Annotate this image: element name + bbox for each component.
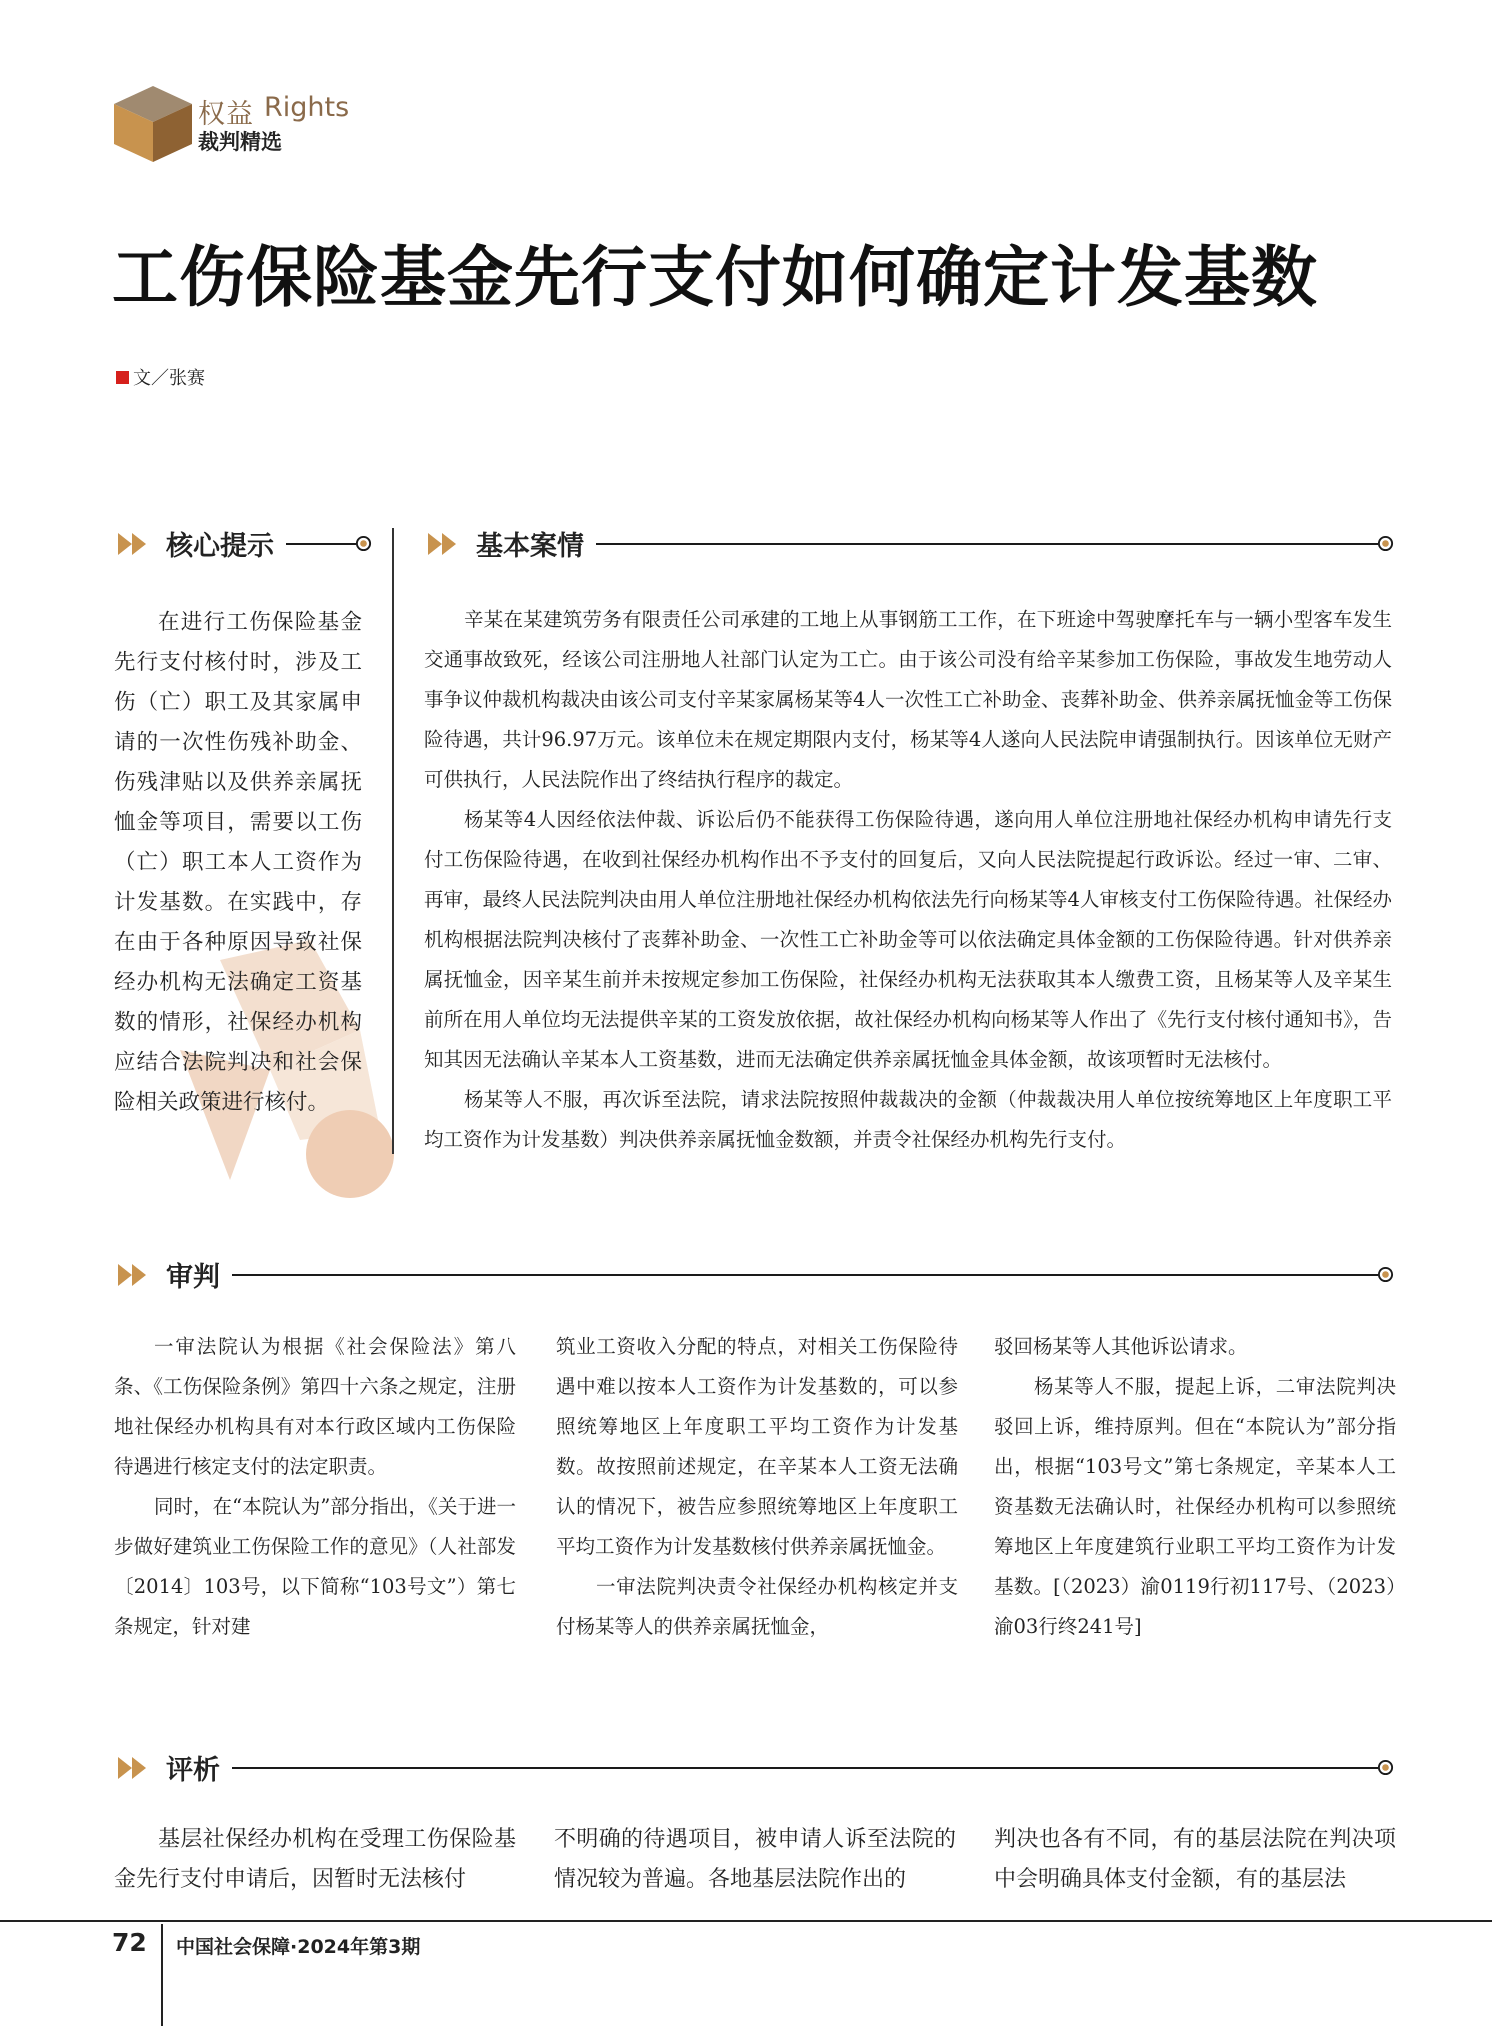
section-rule (232, 1274, 1378, 1276)
ring-dot-icon (1377, 1759, 1394, 1776)
column-divider (392, 528, 394, 1154)
judgment-paragraph: 筑业工资收入分配的特点，对相关工伤保险待遇中难以按本人工资作为计发基数的，可以参照统筹地区上年度职工平均工资作为计发基数。故按照前述规定，在辛某本人工资无法确认的情况下，被告应参照统筹地区上年度职工平均工资作为计发基数核付供养亲属抚恤金。 (556, 1335, 958, 1558)
double-arrow-icon (116, 529, 158, 559)
analysis-paragraph: 基层社保经办机构在受理工伤保险基金先行支付申请后，因暂时无法核付 (114, 1826, 516, 1891)
section-title-core-tip: 核心提示 (166, 531, 274, 562)
ring-dot-icon (1377, 1266, 1394, 1283)
analysis-column-2 (554, 1819, 956, 1899)
section-title-analysis: 评析 (166, 1755, 220, 1786)
journal-name: 中国社会保障·2024年第3期 (176, 1936, 421, 1958)
analysis-column-3 (994, 1819, 1396, 1899)
double-arrow-icon (116, 1260, 158, 1290)
judgment-column-1 (114, 1327, 516, 1647)
page-number: 72 (112, 1928, 147, 1957)
double-arrow-icon (116, 1753, 158, 1783)
analysis-paragraph: 判决也各有不同，有的基层法院在判决项中会明确具体支付金额，有的基层法 (994, 1826, 1396, 1891)
byline-text: 文／张赛 (133, 368, 205, 389)
judgment-paragraph: 同时，在“本院认为”部分指出，《关于进一步做好建筑业工伤保险工作的意见》（人社部发〔2014〕103号，以下简称“103号文”）第七条规定，针对建 (114, 1495, 516, 1638)
double-arrow-icon (426, 529, 468, 559)
section-rule (596, 543, 1378, 545)
section-rule (286, 543, 356, 545)
ring-dot-icon (1377, 535, 1394, 552)
analysis-paragraph: 不明确的待遇项目，被申请人诉至法院的情况较为普遍。各地基层法院作出的 (554, 1826, 956, 1891)
red-square-bullet-icon (116, 371, 129, 384)
column-name-cn: 权益 (198, 99, 254, 130)
section-head-judgment (116, 1255, 1394, 1294)
column-name-en: Rights (264, 92, 350, 123)
judgment-paragraph: 驳回杨某等人其他诉讼请求。 (994, 1335, 1248, 1358)
case-paragraph: 辛某在某建筑劳务有限责任公司承建的工地上从事钢筋工工作，在下班途中驾驶摩托车与一辆小型客车发生交通事故致死，经该公司注册地人社部门认定为工亡。由于该公司没有给辛某参加工伤保险，事故发生地劳动人事争议仲裁机构裁决由该公司支付辛某家属杨某等4人一次性工亡补助金、丧葬补助金、供养亲属抚恤金等工伤保险待遇，共计96.97万元。该单位未在规定期限内支付，杨某等4人遂向人民法院申请强制执行。因该单位无财产可供执行，人民法院作出了终结执行程序的裁定。 (424, 608, 1392, 791)
box-logo-icon (112, 84, 194, 164)
case-paragraph: 杨某等人不服，再次诉至法院，请求法院按照仲裁裁决的金额（仲裁裁决用人单位按统筹地区上年度职工平均工资作为计发基数）判决供养亲属抚恤金数额，并责令社保经办机构先行支付。 (424, 1088, 1392, 1151)
ring-dot-icon (355, 535, 372, 552)
section-title-basic-case: 基本案情 (476, 531, 584, 562)
judgment-paragraph: 杨某等人不服，提起上诉，二审法院判决驳回上诉，维持原判。但在“本院认为”部分指出，根据“103号文”第七条规定，辛某本人工资基数无法确认时，社保经办机构可以参照统筹地区上年度建筑行业职工平均工资作为计发基数。[（2023）渝0119行初117号、（2023）渝03行终241号] (994, 1375, 1396, 1638)
byline (116, 364, 205, 390)
analysis-column-1 (114, 1819, 516, 1899)
section-title-judgment: 审判 (166, 1262, 220, 1293)
section-head-basic-case (426, 524, 1394, 563)
basic-case-body (424, 600, 1392, 1160)
column-subtitle: 裁判精选 (198, 130, 282, 154)
case-paragraph: 杨某等4人因经依法仲裁、诉讼后仍不能获得工伤保险待遇，遂向用人单位注册地社保经办机构申请先行支付工伤保险待遇，在收到社保经办机构作出不予支付的回复后，又向人民法院提起行政诉讼。经过一审、二审、再审，最终人民法院判决由用人单位注册地社保经办机构依法先行向杨某等4人审核支付工伤保险待遇。社保经办机构根据法院判决核付了丧葬补助金、一次性工亡补助金等可以依法确定具体金额的工伤保险待遇。针对供养亲属抚恤金，因辛某生前并未按规定参加工伤保险，社保经办机构无法获取其本人缴费工资，且杨某等人及辛某生前所在用人单位均无法提供辛某的工资发放依据，故社保经办机构向杨某等人作出了《先行支付核付通知书》，告知其因无法确认辛某本人工资基数，进而无法确定供养亲属抚恤金具体金额，故该项暂时无法核付。 (424, 808, 1392, 1071)
section-head-analysis (116, 1748, 1394, 1787)
section-rule (232, 1767, 1378, 1769)
judgment-column-3 (994, 1327, 1396, 1647)
section-head-core-tip (116, 524, 372, 563)
footer-divider (161, 1924, 163, 2026)
judgment-paragraph: 一审法院认为根据《社会保险法》第八条、《工伤保险条例》第四十六条之规定，注册地社保经办机构具有对本行政区域内工伤保险待遇进行核定支付的法定职责。 (114, 1335, 516, 1478)
judgment-column-2 (556, 1327, 958, 1647)
core-tip-text: 在进行工伤保险基金先行支付核付时，涉及工伤（亡）职工及其家属申请的一次性伤残补助金、伤残津贴以及供养亲属抚恤金等项目，需要以工伤（亡）职工本人工资作为计发基数。在实践中，存在由于各种原因导致社保经办机构无法确定工资基数的情形，社保经办机构应结合法院判决和社会保险相关政策进行核付。 (114, 610, 362, 1114)
footer-rule (0, 1920, 1492, 1922)
judgment-paragraph: 一审法院判决责令社保经办机构核定并支付杨某等人的供养亲属抚恤金， (556, 1575, 958, 1638)
article-title: 工伤保险基金先行支付如何确定计发基数 (112, 239, 1318, 316)
